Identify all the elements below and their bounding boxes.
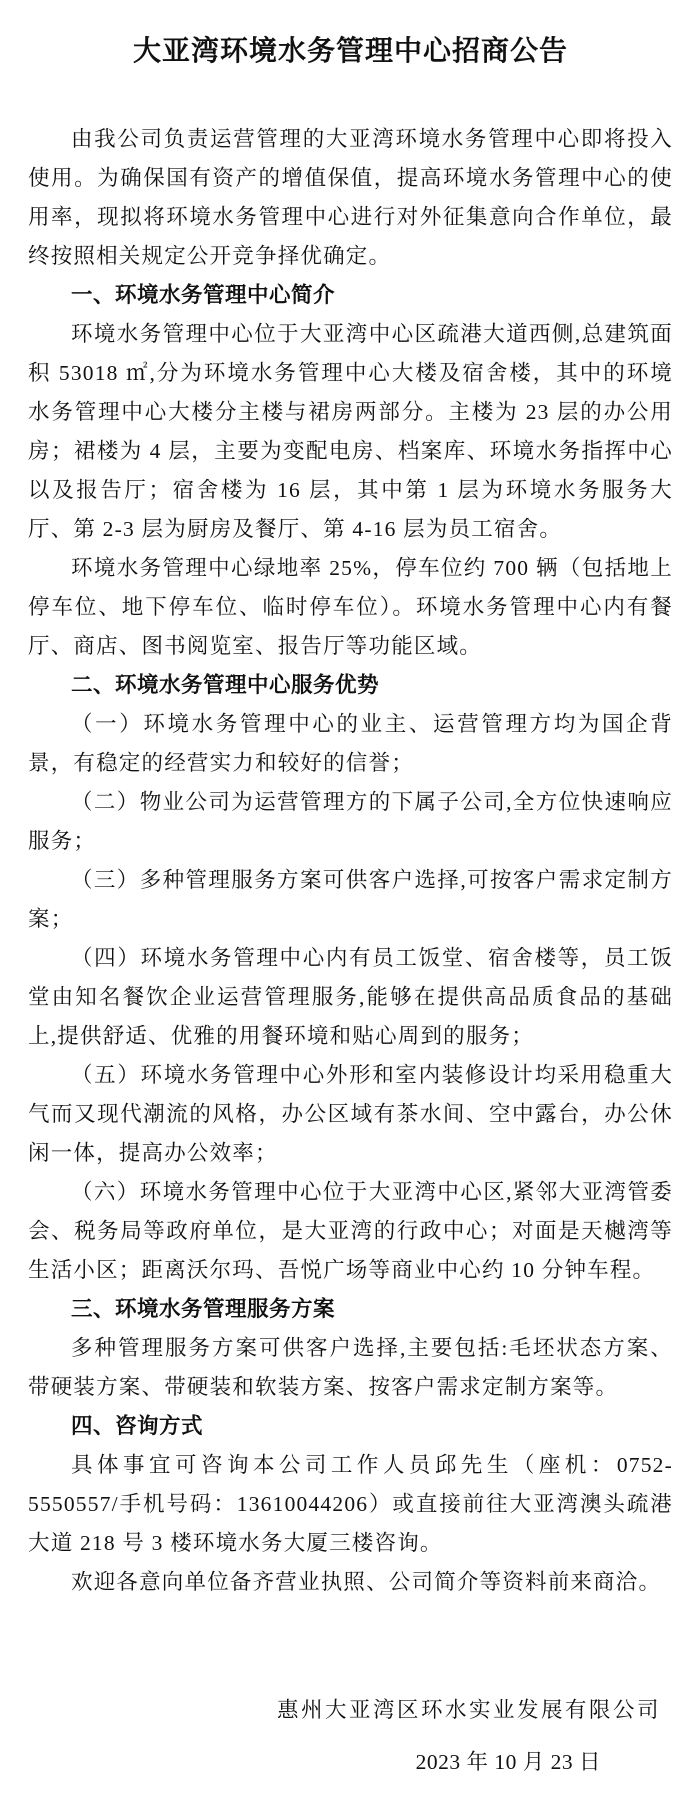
section-2-item-6: （六）环境水务管理中心位于大亚湾中心区,紧邻大亚湾管委会、税务局等政府单位，是大亚湾的行政中心；对面是天樾湾等生活小区；距离沃尔玛、吾悦广场等商业中心约 10 分钟车程。 (28, 1180, 673, 1282)
section-2-item-3: （三）多种管理服务方案可供客户选择,可按客户需求定制方案； (28, 868, 673, 931)
section-4-heading: 四、咨询方式 (71, 1414, 204, 1438)
signature-date: 2023 年 10 月 23 日 (415, 1750, 601, 1774)
section-3-paragraph: 多种管理服务方案可供客户选择,主要包括:毛坯状态方案、带硬装方案、带硬装和软装方案、按客户需求定制方案等。 (28, 1336, 673, 1399)
section-4-paragraph-2: 欢迎各意向单位备齐营业执照、公司简介等资料前来商洽。 (71, 1570, 662, 1594)
document-body (28, 120, 673, 1602)
section-1-paragraph-2: 环境水务管理中心绿地率 25%，停车位约 700 辆（包括地上停车位、地下停车位、临时停车位）。环境水务管理中心内有餐厅、商店、图书阅览室、报告厅等功能区域。 (28, 556, 673, 658)
section-2-item-2: （二）物业公司为运营管理方的下属子公司,全方位快速响应服务； (28, 790, 673, 853)
section-2-item-4: （四）环境水务管理中心内有员工饭堂、宿舍楼等，员工饭堂由知名餐饮企业运营管理服务,能够在提供高品质食品的基础上,提供舒适、优雅的用餐环境和贴心周到的服务； (28, 946, 673, 1048)
section-1-paragraph-1: 环境水务管理中心位于大亚湾中心区疏港大道西侧,总建筑面积 53018 ㎡,分为环境水务管理中心大楼及宿舍楼，其中的环境水务管理中心大楼分主楼与裙房两部分。主楼为 23 层的办公用房；裙楼为 4 层，主要为变配电房、档案库、环境水务指挥中心以及报告厅；宿舍楼为 16 层，其中第 1 层为环境水务服务大厅、第 2-3 层为厨房及餐厅、第 4-16 层为员工宿舍。 (28, 322, 673, 541)
opening-paragraph: 由我公司负责运营管理的大亚湾环境水务管理中心即将投入使用。为确保国有资产的增值保值，提高环境水务管理中心的使用率，现拟将环境水务管理中心进行对外征集意向合作单位，最终按照相关规定公开竞争择优确定。 (28, 127, 673, 268)
page-title: 大亚湾环境水务管理中心招商公告 (132, 36, 568, 67)
section-2-heading: 二、环境水务管理中心服务优势 (71, 673, 380, 697)
section-1-heading: 一、环境水务管理中心简介 (71, 283, 336, 307)
signature-block (28, 1690, 673, 1782)
signature-company: 惠州大亚湾区环水实业发展有限公司 (276, 1698, 661, 1722)
section-2-item-1: （一）环境水务管理中心的业主、运营管理方均为国企背景，有稳定的经营实力和较好的信誉； (28, 712, 673, 775)
section-2-item-5: （五）环境水务管理中心外形和室内装修设计均采用稳重大气而又现代潮流的风格，办公区域有茶水间、空中露台，办公休闲一体，提高办公效率； (28, 1063, 673, 1165)
section-3-heading: 三、环境水务管理服务方案 (71, 1297, 336, 1321)
section-4-paragraph-1: 具体事宜可咨询本公司工作人员邱先生（座机：0752-5550557/手机号码：13610044206）或直接前往大亚湾澳头疏港大道 218 号 3 楼环境水务大厦三楼咨询。 (28, 1453, 673, 1555)
